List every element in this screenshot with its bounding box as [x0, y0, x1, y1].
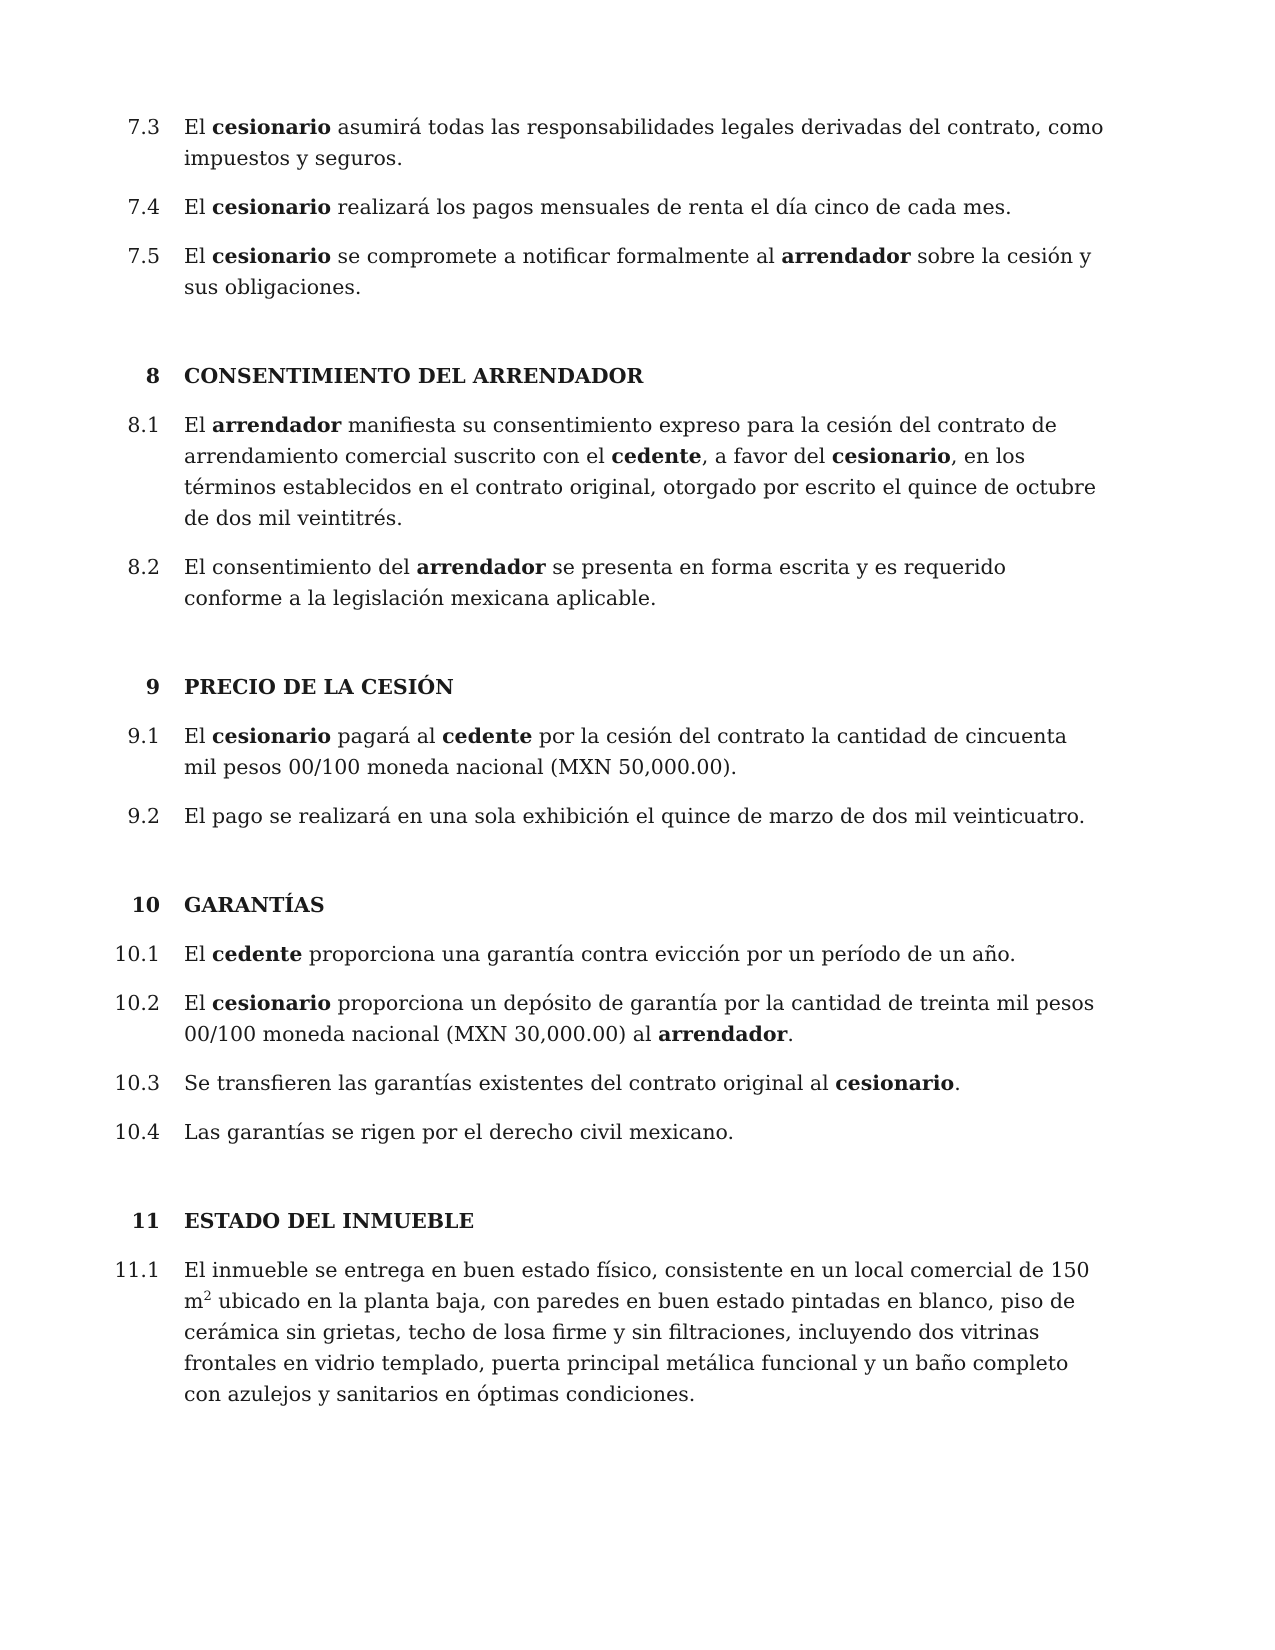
- clause-8-1: [0, 410, 1275, 534]
- clause-text-run: El inmueble se entrega en buen estado físico, consistente en un local comercial de 150 m: [184, 1258, 1090, 1313]
- clause-text-run: Las garantías se rigen por el derecho civil mexicano.: [184, 1120, 735, 1144]
- clause-7-3: [0, 112, 1275, 174]
- clauses-section-11: [0, 1255, 1275, 1410]
- clause-text-run: .: [954, 1071, 961, 1095]
- defined-term: cedente: [442, 724, 533, 748]
- clause-text-run: .: [787, 1022, 794, 1046]
- clause-number: 7.3: [127, 115, 160, 139]
- clauses-section-9: [0, 721, 1275, 832]
- clause-number: 7.5: [127, 244, 160, 268]
- clause-10-4: [0, 1117, 1275, 1148]
- clause-number: 10.1: [114, 942, 160, 966]
- clause-11-1: [0, 1255, 1275, 1410]
- defined-term: arrendador: [416, 555, 546, 579]
- clause-text-run: ubicado en la planta baja, con paredes en buen estado pintadas en blanco, piso de cerámica sin grietas, techo de losa firme y sin filtraciones, incluyendo dos vitrinas frontales en vidrio templado, puerta principal metálica funcional y un baño completo con azulejos y sanitarios en óptimas condiciones.: [184, 1289, 1076, 1406]
- section-title: ESTADO DEL INMUEBLE: [184, 1209, 475, 1233]
- defined-term: cesionario: [212, 115, 332, 139]
- defined-term: cedente: [611, 444, 702, 468]
- clause-text-run: El pago se realizará en una sola exhibición el quince de marzo de dos mil veinticuatro.: [184, 804, 1086, 828]
- clause-10-1: [0, 939, 1275, 970]
- clause-text: [184, 801, 1104, 832]
- clause-number: 9.1: [127, 724, 160, 748]
- defined-term: cesionario: [831, 444, 951, 468]
- section-title: CONSENTIMIENTO DEL ARRENDADOR: [184, 364, 644, 388]
- section-heading-8: [0, 361, 1275, 392]
- section-number: 9: [145, 675, 160, 699]
- clause-text: [184, 1117, 1104, 1148]
- clause-number: 7.4: [127, 195, 160, 219]
- clause-7-5: [0, 241, 1275, 303]
- clause-text-run: asumirá todas las responsabilidades legales derivadas del contrato, como impuestos y seguros.: [184, 115, 1104, 170]
- clause-number: 10.4: [114, 1120, 160, 1144]
- clause-9-2: [0, 801, 1275, 832]
- clause-text-run: manifiesta su consentimiento expreso para la cesión del contrato de arrendamiento comercial suscrito con el: [184, 413, 1057, 468]
- clause-number: 11.1: [114, 1258, 160, 1282]
- section-title: GARANTÍAS: [184, 893, 325, 917]
- clause-7-4: [0, 192, 1275, 223]
- clause-text: [184, 1255, 1104, 1410]
- clause-text-run: , a favor del: [701, 444, 832, 468]
- clause-text-run: pagará al: [331, 724, 443, 748]
- clause-text-run: El: [184, 991, 213, 1015]
- clause-text-run: El: [184, 115, 213, 139]
- clauses-section-7: [0, 112, 1275, 303]
- clause-text-run: se presenta en forma escrita y es requerido conforme a la legislación mexicana aplicable.: [184, 555, 1007, 610]
- clause-9-1: [0, 721, 1275, 783]
- defined-term: arrendador: [212, 413, 342, 437]
- clause-text: [184, 988, 1104, 1050]
- section-number: 8: [145, 364, 160, 388]
- clause-10-2: [0, 988, 1275, 1050]
- clause-text: [184, 939, 1104, 970]
- section-heading-10: [0, 890, 1275, 921]
- defined-term: cesionario: [212, 244, 332, 268]
- defined-term: cedente: [212, 942, 303, 966]
- clause-text-run: El: [184, 724, 213, 748]
- clause-8-2: [0, 552, 1275, 614]
- clause-text: [184, 721, 1104, 783]
- document-page: [0, 112, 1275, 1428]
- clause-text-run: El: [184, 413, 213, 437]
- clause-number: 10.3: [114, 1071, 160, 1095]
- clause-number: 10.2: [114, 991, 160, 1015]
- defined-term: cesionario: [212, 195, 332, 219]
- clause-number: 8.1: [127, 413, 160, 437]
- clause-text-run: El: [184, 942, 213, 966]
- section-heading-9: [0, 672, 1275, 703]
- defined-term: arrendador: [781, 244, 911, 268]
- clause-text-run: El: [184, 195, 213, 219]
- clause-text-run: por la cesión del contrato la cantidad de cincuenta mil pesos 00/100 moneda nacional (MXN 50,000.00).: [184, 724, 1067, 779]
- clause-text-run: proporciona una garantía contra evicción por un período de un año.: [302, 942, 1016, 966]
- clause-text-run: El: [184, 244, 213, 268]
- superscript: 2: [203, 1289, 212, 1304]
- clause-number: 8.2: [127, 555, 160, 579]
- clause-text: [184, 1068, 1104, 1099]
- clause-text-run: proporciona un depósito de garantía por la cantidad de treinta mil pesos 00/100 moneda nacional (MXN 30,000.00) al: [184, 991, 1095, 1046]
- clause-text: [184, 552, 1104, 614]
- section-number: 11: [131, 1209, 160, 1233]
- defined-term: arrendador: [658, 1022, 788, 1046]
- section-heading-11: [0, 1206, 1275, 1237]
- clause-text: [184, 112, 1104, 174]
- clauses-section-8: [0, 410, 1275, 614]
- clause-number: 9.2: [127, 804, 160, 828]
- clause-text-run: se compromete a notificar formalmente al: [331, 244, 782, 268]
- clause-text: [184, 241, 1104, 303]
- defined-term: cesionario: [212, 724, 332, 748]
- clause-text: [184, 192, 1104, 223]
- section-title: PRECIO DE LA CESIÓN: [184, 675, 454, 699]
- clause-text-run: Se transfieren las garantías existentes del contrato original al: [184, 1071, 836, 1095]
- defined-term: cesionario: [835, 1071, 955, 1095]
- defined-term: cesionario: [212, 991, 332, 1015]
- clause-text-run: realizará los pagos mensuales de renta el día cinco de cada mes.: [331, 195, 1012, 219]
- clause-text-run: sobre la cesión y sus obligaciones.: [184, 244, 1092, 299]
- clause-10-3: [0, 1068, 1275, 1099]
- section-number: 10: [131, 893, 160, 917]
- clause-text-run: , en los términos establecidos en el contrato original, otorgado por escrito el quince de octubre de dos mil veintitrés.: [184, 444, 1096, 530]
- clauses-section-10: [0, 939, 1275, 1148]
- clause-text-run: El consentimiento del: [184, 555, 417, 579]
- clause-text: [184, 410, 1104, 534]
